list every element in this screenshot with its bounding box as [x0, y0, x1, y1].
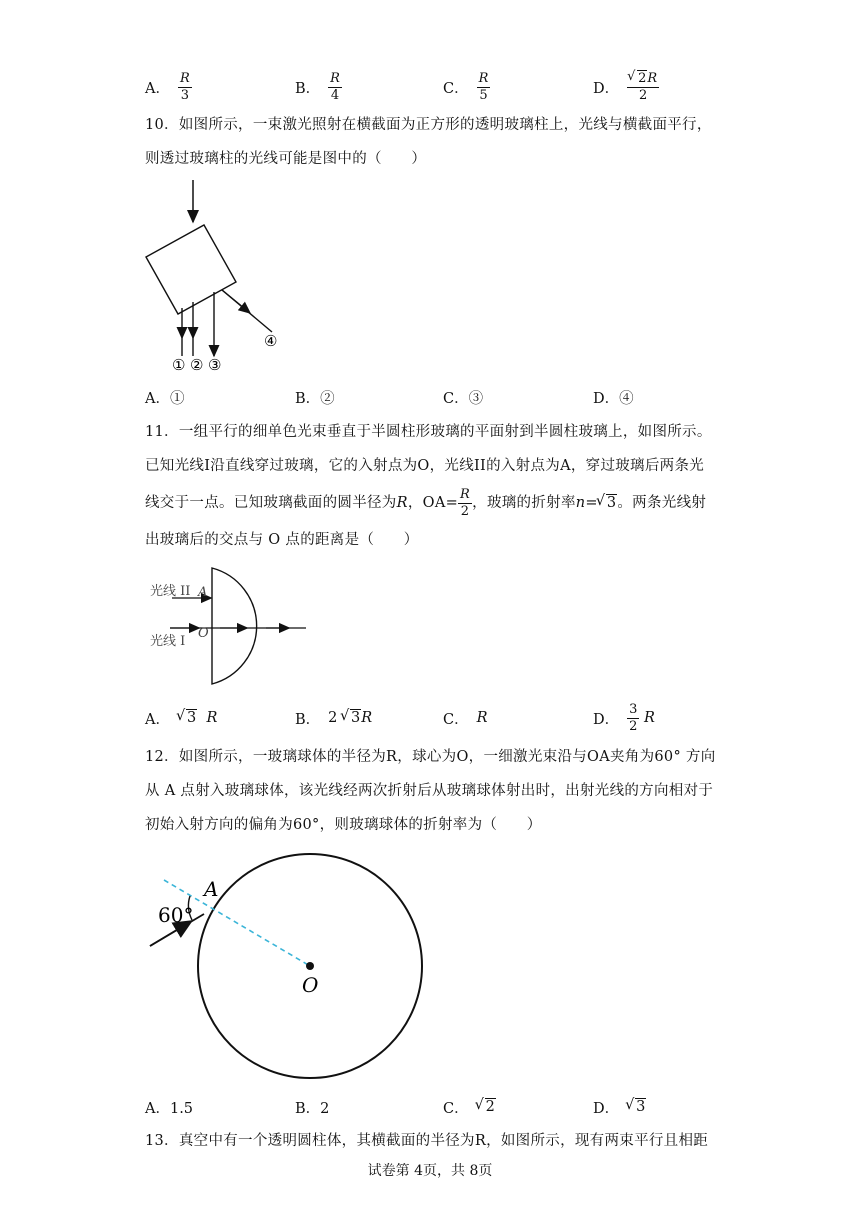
- q10-option-a[interactable]: A．①: [145, 390, 185, 407]
- label-o: O: [198, 626, 209, 641]
- q13-text: [145, 1124, 720, 1158]
- q9-option-c[interactable]: C． $\frac{R}{5}$: [443, 70, 489, 103]
- q10-option-c[interactable]: C．③: [443, 390, 484, 407]
- q11-line1: 11．一组平行的细单色光束垂直于半圆柱形玻璃的平面射到半圆柱玻璃上，如图所示。: [145, 424, 712, 440]
- fraction: $\frac{R}{5}$: [478, 70, 489, 103]
- q10-line2: 则透过玻璃柱的光线可能是图中的（ ）: [145, 151, 427, 167]
- q11-line4: 出玻璃后的交点与 O 点的距离是（ ）: [145, 532, 419, 548]
- q11-line2: 已知光线I沿直线穿过玻璃，它的入射点为O，光线II的入射点为A，穿过玻璃后两条光: [145, 458, 705, 474]
- fraction: √ $\frac{2R}{2}$: [627, 71, 659, 104]
- page-footer: 试卷第 4页，共 8页: [367, 1163, 493, 1179]
- q10-text: [145, 108, 720, 176]
- q12-option-c[interactable]: C． √ 2: [443, 1087, 496, 1127]
- q12-line1: 12．如图所示，一玻璃球体的半径为R，球心为O，一细激光束沿与OA夹角为60° 方向: [145, 749, 716, 765]
- fraction: $\frac{R}{4}$: [330, 70, 340, 103]
- q11-options: [145, 698, 720, 738]
- q10-options: [145, 377, 720, 417]
- q10-line1: 10．如图所示，一束激光照射在横截面为正方形的透明玻璃柱上，光线与横截面平行，: [145, 117, 712, 133]
- q11-line3: 线交于一点。已知玻璃截面的圆半径为 R ，OA= $\frac{R}{2}$ ，玻璃的折射率 n = √ 3 。两条光线射: [145, 483, 720, 523]
- label-angle: 60°: [158, 903, 194, 927]
- q9-options: [145, 67, 720, 107]
- label-a: A: [204, 877, 219, 901]
- square-glass: [146, 225, 236, 314]
- q11-option-a[interactable]: A． √ 3 R: [145, 698, 217, 738]
- q12-text: [145, 740, 720, 842]
- fraction: $\frac{R}{3}$: [179, 70, 190, 103]
- q12-figure: [140, 840, 440, 1090]
- q12-options: [145, 1087, 720, 1127]
- q9-option-a[interactable]: A． $\frac{R}{3}$: [145, 70, 190, 103]
- q11-figure: [140, 562, 310, 692]
- center-point: [306, 962, 314, 970]
- q9-option-b[interactable]: B． $\frac{R}{4}$: [295, 70, 340, 103]
- q11-text: [145, 415, 720, 557]
- label-2: ②: [190, 356, 204, 374]
- q13-line1: 13．真空中有一个透明圆柱体，其横截面的半径为R，如图所示，现有两束平行且相距: [145, 1133, 709, 1149]
- q11-option-c[interactable]: C． R: [443, 710, 488, 728]
- q10-option-b[interactable]: B．②: [295, 390, 335, 407]
- label-ray-2: 光线 II: [150, 584, 191, 599]
- label-ray-1: 光线 I: [150, 634, 186, 649]
- ray-4-arrow: [222, 290, 250, 313]
- q12-line2: 从 A 点射入玻璃球体，该光线经两次折射后从玻璃球体射出时，出射光线的方向相对于: [145, 783, 714, 799]
- label-4: ④: [264, 332, 278, 350]
- label-a: A: [198, 585, 208, 600]
- q10-option-d[interactable]: D．④: [593, 390, 634, 407]
- label-1: ①: [172, 356, 186, 374]
- label-3: ③: [208, 356, 222, 374]
- semicircle-glass: [212, 568, 257, 684]
- q12-option-d[interactable]: D． √ 3: [593, 1087, 646, 1127]
- q12-option-a[interactable]: A．1.5: [145, 1100, 194, 1117]
- fraction: $\frac{3}{2}$: [629, 701, 638, 734]
- q11-option-d[interactable]: D． $\frac{3}{2}$ R: [593, 701, 655, 734]
- fraction: $\frac{R}{2}$: [460, 486, 471, 519]
- q11-option-b[interactable]: B． 2 √ 3 R: [295, 698, 372, 738]
- q9-option-d[interactable]: D． √ $\frac{2R}{2}$: [593, 67, 659, 107]
- q12-line3: 初始入射方向的偏角为60°，则玻璃球体的折射率为（ ）: [145, 817, 542, 833]
- q12-option-b[interactable]: B．2: [295, 1100, 330, 1117]
- label-o: O: [302, 973, 319, 997]
- q10-figure: [130, 178, 310, 378]
